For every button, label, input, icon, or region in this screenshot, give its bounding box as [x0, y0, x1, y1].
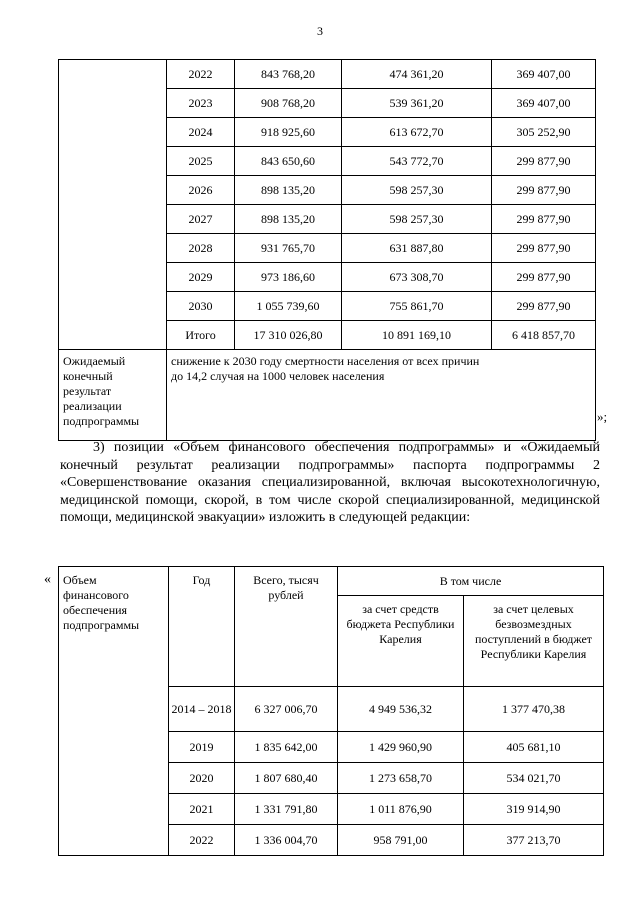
grants-cell: 369 407,00 — [492, 89, 596, 118]
budget-cell: 755 861,70 — [342, 292, 492, 321]
budget-cell: 1 273 658,70 — [338, 763, 464, 794]
grants-cell: 305 252,90 — [492, 118, 596, 147]
grants-cell: 405 681,10 — [464, 732, 604, 763]
budget-cell: 539 361,20 — [342, 89, 492, 118]
result-text — [167, 350, 596, 441]
grants-cell: 299 877,90 — [492, 234, 596, 263]
total-cell: 17 310 026,80 — [235, 321, 342, 350]
year-cell: 2022 — [169, 825, 235, 856]
budget-cell: 631 887,80 — [342, 234, 492, 263]
total-cell: 898 135,20 — [235, 176, 342, 205]
year-cell: 2025 — [167, 147, 235, 176]
budget-cell: 474 361,20 — [342, 60, 492, 89]
total-cell: 918 925,60 — [235, 118, 342, 147]
grants-cell: 6 418 857,70 — [492, 321, 596, 350]
year-cell: 2014 – 2018 — [169, 687, 235, 732]
total-cell: 1 807 680,40 — [235, 763, 338, 794]
total-cell: 1 835 642,00 — [235, 732, 338, 763]
total-cell: 843 768,20 — [235, 60, 342, 89]
header-including: В том числе — [338, 567, 604, 596]
header-year: Год — [169, 567, 235, 687]
year-cell: 2023 — [167, 89, 235, 118]
total-cell: 843 650,60 — [235, 147, 342, 176]
header-budget: за счет средств бюджета Республики Карелия — [338, 596, 464, 687]
page-number: 3 — [317, 24, 323, 38]
year-cell: 2027 — [167, 205, 235, 234]
total-cell: 973 186,60 — [235, 263, 342, 292]
year-cell: 2021 — [169, 794, 235, 825]
grants-cell: 534 021,70 — [464, 763, 604, 794]
total-cell: 931 765,70 — [235, 234, 342, 263]
budget-cell: 10 891 169,10 — [342, 321, 492, 350]
result-text-line-2: до 14,2 случая на 1000 человек населения — [171, 369, 385, 383]
year-cell: 2022 — [167, 60, 235, 89]
budget-cell: 958 791,00 — [338, 825, 464, 856]
amendment-paragraph — [60, 439, 600, 527]
financing-table-subprogram-2 — [58, 566, 604, 856]
total-cell: 908 768,20 — [235, 89, 342, 118]
grants-cell: 319 914,90 — [464, 794, 604, 825]
year-cell: 2020 — [169, 763, 235, 794]
result-row — [59, 350, 596, 441]
year-cell: 2028 — [167, 234, 235, 263]
opening-quote-mark: « — [44, 572, 51, 587]
grants-cell: 299 877,90 — [492, 147, 596, 176]
header-row — [59, 567, 604, 596]
financing-label: Объем финансового обеспечения подпрограммы — [59, 567, 169, 856]
total-cell: 1 331 791,80 — [235, 794, 338, 825]
budget-cell: 598 257,30 — [342, 176, 492, 205]
grants-cell: 1 377 470,38 — [464, 687, 604, 732]
total-cell: 6 327 006,70 — [235, 687, 338, 732]
budget-cell: 1 011 876,90 — [338, 794, 464, 825]
result-text-line-1: снижение к 2030 году смертности населения от всех причин — [171, 354, 480, 368]
grants-cell: 377 213,70 — [464, 825, 604, 856]
year-cell: 2026 — [167, 176, 235, 205]
grants-cell: 299 877,90 — [492, 205, 596, 234]
closing-quote-mark: »; — [597, 409, 608, 424]
header-total: Всего, тысяч рублей — [235, 567, 338, 687]
paragraph-text: 3) позиции «Объем финансового обеспечения подпрограммы» и «Ожидаемый конечный результат реализации подпрограммы» паспорта подпрограммы 2 «Совершенствование оказания специализированной, включая высокотехнологичную, медицинской помощи, скорой, в том числе скорой специализированной, медицинской помощи, медицинской эвакуации» изложить в следующей редакции: — [60, 440, 600, 525]
table-row — [59, 60, 596, 89]
total-cell: 898 135,20 — [235, 205, 342, 234]
year-cell: 2019 — [169, 732, 235, 763]
budget-cell: 543 772,70 — [342, 147, 492, 176]
budget-cell: 673 308,70 — [342, 263, 492, 292]
grants-cell: 299 877,90 — [492, 292, 596, 321]
budget-cell: 4 949 536,32 — [338, 687, 464, 732]
year-cell: 2029 — [167, 263, 235, 292]
grants-cell: 369 407,00 — [492, 60, 596, 89]
financing-table-continued — [58, 59, 596, 441]
total-cell: 1 336 004,70 — [235, 825, 338, 856]
grants-cell: 299 877,90 — [492, 176, 596, 205]
header-grants: за счет целевых безвозмездных поступлений в бюджет Республики Карелия — [464, 596, 604, 687]
empty-label-cell — [59, 60, 167, 350]
grants-cell: 299 877,90 — [492, 263, 596, 292]
year-cell: Итого — [167, 321, 235, 350]
budget-cell: 1 429 960,90 — [338, 732, 464, 763]
budget-cell: 613 672,70 — [342, 118, 492, 147]
budget-cell: 598 257,30 — [342, 205, 492, 234]
result-label: Ожидаемый конечный результат реализации подпрограммы — [59, 350, 167, 441]
year-cell: 2024 — [167, 118, 235, 147]
total-cell: 1 055 739,60 — [235, 292, 342, 321]
year-cell: 2030 — [167, 292, 235, 321]
